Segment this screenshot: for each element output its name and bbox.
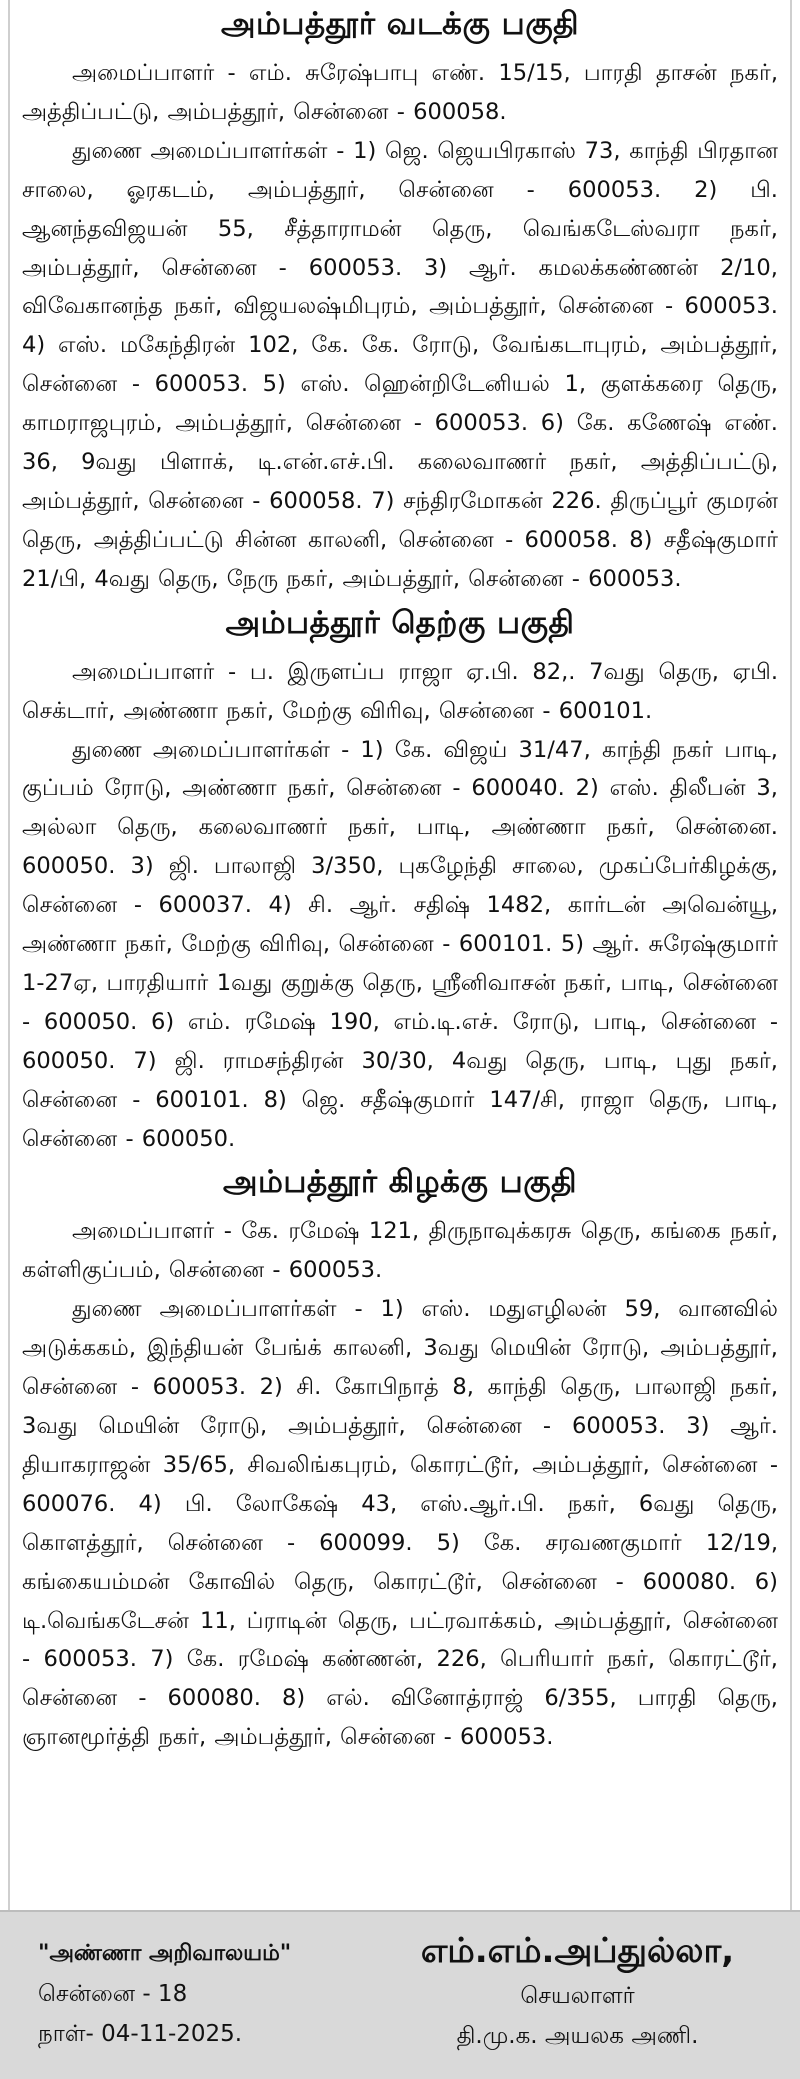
left-page-edge	[0, 0, 10, 1910]
footer-right-block	[385, 1926, 770, 2056]
organizer-paragraph: அமைப்பாளர் - எம். சுரேஷ்பாபு எண். 15/15, பாரதி தாசன் நகர், அத்திப்பட்டு, அம்பத்தூர், சென்னை - 600058.	[22, 60, 778, 125]
organizer-paragraph: அமைப்பாளர் - ப. இருளப்ப ராஜா ஏ.பி. 82,. 7வது தெரு, ஏபி. செக்டார், அண்ணா நகர், மேற்கு விரிவு, சென்னை - 600101.	[22, 658, 778, 724]
footer-left-block	[38, 1934, 291, 2054]
signature-footer	[0, 1910, 800, 2079]
right-page-edge	[790, 0, 800, 1910]
office-name: "அண்ணா அறிவாலயம்"	[38, 1941, 292, 1966]
signatory-name: எம்.எம்.அப்துல்லா,	[420, 1931, 735, 1971]
organizer-paragraph: அமைப்பாளர் - கே. ரமேஷ் 121, திருநாவுக்கரசு தெரு, கங்கை நகர், கள்ளிகுப்பம், சென்னை - 600053.	[22, 1218, 778, 1284]
section-ambattur-north	[22, 2, 778, 599]
section-heading: அம்பத்தூர் தெற்கு பகுதி	[225, 604, 575, 641]
signatory-role: செயலாளர்	[520, 1983, 635, 2009]
section-ambattur-east	[22, 1160, 778, 1757]
section-heading: அம்பத்தூர் வடக்கு பகுதி	[221, 6, 579, 42]
section-ambattur-south	[22, 601, 778, 1159]
section-heading: அம்பத்தூர் கிழக்கு பகுதி	[223, 1164, 577, 1201]
deputies-paragraph: துணை அமைப்பாளர்கள் - 1) கே. விஜய் 31/47, காந்தி நகர் பாடி, குப்பம் ரோடு, அண்ணா நகர், சென்னை - 600040. 2) எஸ். திலீபன் 3, அல்லா தெரு, கலைவாணர் நகர், பாடி, அண்ணா நகர், சென்னை. 600050. 3) ஜி. பாலாஜி 3/350, புகழேந்தி சாலை, முகப்பேர்கிழக்கு, சென்னை - 600037. 4) சி. ஆர். சதிஷ் 1482, கார்டன் அவென்யூ, அண்ணா நகர், மேற்கு விரிவு, சென்னை - 600101. 5) ஆர். சுரேஷ்குமார் 1-27ஏ, பாரதியார் 1வது குறுக்கு தெரு, ஸ்ரீனிவாசன் நகர், பாடி, சென்னை - 600050. 6) எம். ரமேஷ் 190, எம்.டி.எச். ரோடு, பாடி, சென்னை - 600050. 7) ஜி. ராமசந்திரன் 30/30, 4வது தெரு, பாடி, புது நகர், சென்னை - 600101. 8) ஜெ. சதீஷ்குமார் 147/சி, ராஜா தெரு, பாடி, சென்னை - 600050.	[22, 736, 778, 1152]
deputies-paragraph: துணை அமைப்பாளர்கள் - 1) ஜெ. ஜெயபிரகாஸ் 73, காந்தி பிரதான சாலை, ஓரகடம், அம்பத்தூர், சென்னை - 600053. 2) பி. ஆனந்தவிஜயன் 55, சீத்தாராமன் தெரு, வெங்கடேஸ்வரா நகர், அம்பத்தூர், சென்னை - 600053. 3) ஆர். கமலக்கண்ணன் 2/10, விவேகானந்த நகர், விஜயலஷ்மிபுரம், அம்பத்தூர், சென்னை - 600053. 4) எஸ். மகேந்திரன் 102, கே. கே. ரோடு, வேங்கடாபுரம், அம்பத்தூர், சென்னை - 600053. 5) எஸ். ஹென்றிடேனியல் 1, குளக்கரை தெரு, காமராஜபுரம், அம்பத்தூர், சென்னை - 600053. 6) கே. கணேஷ் எண். 36, 9வது பிளாக், டி.என்.எச்.பி. கலைவாணர் நகர், அத்திப்பட்டு, அம்பத்தூர், சென்னை - 600058. 7) சந்திரமோகன் 226. திருப்பூர் குமரன் தெரு, அத்திப்பட்டு சின்ன காலனி, சென்னை - 600058. 8) சதீஷ்குமார் 21/பி, 4வது தெரு, நேரு நகர், அம்பத்தூர், சென்னை - 600053.	[22, 137, 778, 592]
deputies-paragraph: துணை அமைப்பாளர்கள் - 1) எஸ். மதுஎழிலன் 59, வானவில் அடுக்ககம், இந்தியன் பேங்க் காலனி, 3வது மெயின் ரோடு, அம்பத்தூர், சென்னை - 600053. 2) சி. கோபிநாத் 8, காந்தி தெரு, பாலாஜி நகர், 3வது மெயின் ரோடு, அம்பத்தூர், சென்னை - 600053. 3) ஆர். தியாகராஜன் 35/65, சிவலிங்கபுரம், கொரட்டூர், அம்பத்தூர், சென்னை - 600076. 4) பி. லோகேஷ் 43, எஸ்.ஆர்.பி. நகர், 6வது தெரு, கொளத்தூர், சென்னை - 600099. 5) கே. சரவணகுமார் 12/19, கங்கையம்மன் கோவில் தெரு, கொரட்டூர், சென்னை - 600080. 6) டி.வெங்கடேசன் 11, ப்ராடின் தெரு, பட்ரவாக்கம், அம்பத்தூர், சென்னை - 600053. 7) கே. ரமேஷ் கண்ணன், 226, பெரியார் நகர், கொரட்டூர், சென்னை - 600080. 8) எல். வினோத்ராஜ் 6/355, பாரதி தெரு, ஞானமூர்த்தி நகர், அம்பத்தூர், சென்னை - 600053.	[22, 1296, 778, 1751]
office-city: சென்னை - 18	[38, 1981, 188, 2007]
notice-content	[22, 0, 778, 1757]
signatory-wing: தி.மு.க. அயலக அணி.	[456, 2023, 699, 2049]
notice-date: நாள்- 04-11-2025.	[38, 2021, 243, 2047]
